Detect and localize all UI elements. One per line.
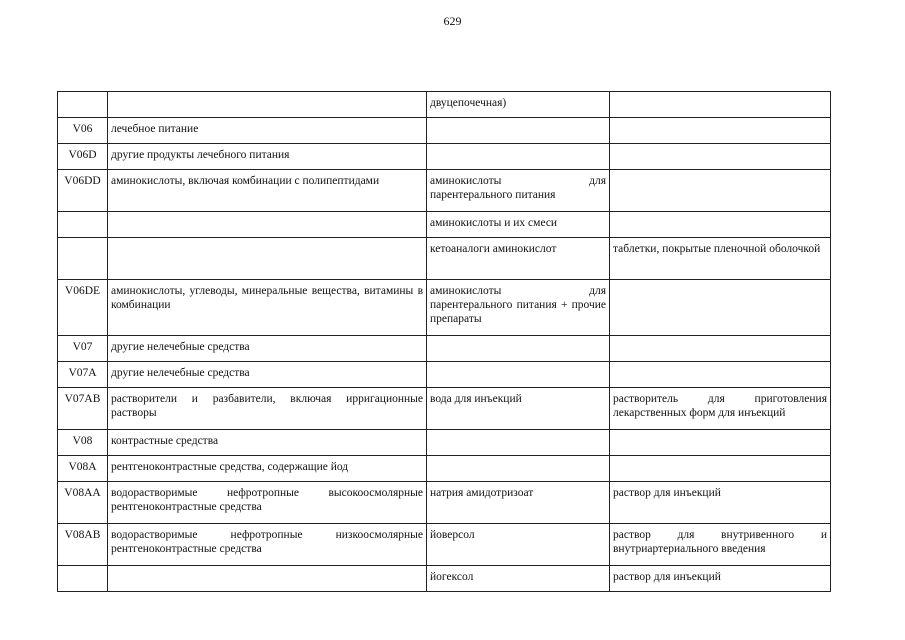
inn-cell bbox=[427, 430, 610, 456]
form-cell bbox=[610, 362, 831, 388]
page-number: 629 bbox=[443, 14, 462, 28]
table-row bbox=[58, 144, 831, 170]
table-row bbox=[58, 524, 831, 566]
code-cell: V08A bbox=[58, 456, 108, 482]
name-cell bbox=[108, 92, 427, 118]
code-cell: V08AB bbox=[58, 524, 108, 566]
name-cell: растворители и разбавители, включая ирригационные растворы bbox=[108, 388, 427, 430]
table-row bbox=[58, 238, 831, 280]
form-cell bbox=[610, 92, 831, 118]
inn-cell: кетоаналоги аминокислот bbox=[427, 238, 610, 280]
code-cell: V08 bbox=[58, 430, 108, 456]
form-cell bbox=[610, 118, 831, 144]
name-cell: аминокислоты, включая комбинации с полипептидами bbox=[108, 170, 427, 212]
code-cell bbox=[58, 238, 108, 280]
form-cell bbox=[610, 212, 831, 238]
form-cell: растворитель для приготовления лекарственных форм для инъекций bbox=[610, 388, 831, 430]
inn-cell: йоверсол bbox=[427, 524, 610, 566]
name-cell bbox=[108, 566, 427, 592]
form-cell bbox=[610, 144, 831, 170]
table-row bbox=[58, 280, 831, 336]
code-cell: V06DE bbox=[58, 280, 108, 336]
inn-cell bbox=[427, 118, 610, 144]
form-cell bbox=[610, 280, 831, 336]
table-row bbox=[58, 336, 831, 362]
name-cell: аминокислоты, углеводы, минеральные вещества, витамины в комбинации bbox=[108, 280, 427, 336]
table-row bbox=[58, 212, 831, 238]
inn-cell: двуцепочечная) bbox=[427, 92, 610, 118]
inn-cell bbox=[427, 144, 610, 170]
table-row bbox=[58, 170, 831, 212]
name-cell: контрастные средства bbox=[108, 430, 427, 456]
form-cell: раствор для инъекций bbox=[610, 566, 831, 592]
form-cell: таблетки, покрытые пленочной оболочкой bbox=[610, 238, 831, 280]
table-row bbox=[58, 456, 831, 482]
name-cell: другие нелечебные средства bbox=[108, 362, 427, 388]
inn-cell: аминокислоты для парентерального питания + прочие препараты bbox=[427, 280, 610, 336]
code-cell bbox=[58, 212, 108, 238]
inn-cell bbox=[427, 456, 610, 482]
name-cell: другие продукты лечебного питания bbox=[108, 144, 427, 170]
name-cell: другие нелечебные средства bbox=[108, 336, 427, 362]
table-row bbox=[58, 430, 831, 456]
inn-cell: вода для инъекций bbox=[427, 388, 610, 430]
code-cell: V06D bbox=[58, 144, 108, 170]
code-cell bbox=[58, 92, 108, 118]
inn-cell: аминокислоты для парентерального питания bbox=[427, 170, 610, 212]
name-cell: лечебное питание bbox=[108, 118, 427, 144]
inn-cell: аминокислоты и их смеси bbox=[427, 212, 610, 238]
inn-cell bbox=[427, 336, 610, 362]
form-cell bbox=[610, 456, 831, 482]
table-row bbox=[58, 362, 831, 388]
inn-cell: натрия амидотризоат bbox=[427, 482, 610, 524]
code-cell: V06DD bbox=[58, 170, 108, 212]
table-row bbox=[58, 118, 831, 144]
form-cell bbox=[610, 430, 831, 456]
table-row bbox=[58, 388, 831, 430]
form-cell: раствор для инъекций bbox=[610, 482, 831, 524]
table-row bbox=[58, 482, 831, 524]
drug-classification-table bbox=[57, 91, 831, 592]
name-cell: водорастворимые нефротропные низкоосмолярные рентгеноконтрастные средства bbox=[108, 524, 427, 566]
code-cell: V07 bbox=[58, 336, 108, 362]
code-cell: V07A bbox=[58, 362, 108, 388]
code-cell: V08AA bbox=[58, 482, 108, 524]
table-row bbox=[58, 92, 831, 118]
inn-cell bbox=[427, 362, 610, 388]
table-row bbox=[58, 566, 831, 592]
name-cell: водорастворимые нефротропные высокоосмолярные рентгеноконтрастные средства bbox=[108, 482, 427, 524]
form-cell: раствор для внутривенного и внутриартериального введения bbox=[610, 524, 831, 566]
code-cell: V07AB bbox=[58, 388, 108, 430]
code-cell bbox=[58, 566, 108, 592]
inn-cell: йогексол bbox=[427, 566, 610, 592]
code-cell: V06 bbox=[58, 118, 108, 144]
name-cell bbox=[108, 212, 427, 238]
form-cell bbox=[610, 336, 831, 362]
form-cell bbox=[610, 170, 831, 212]
name-cell bbox=[108, 238, 427, 280]
name-cell: рентгеноконтрастные средства, содержащие йод bbox=[108, 456, 427, 482]
